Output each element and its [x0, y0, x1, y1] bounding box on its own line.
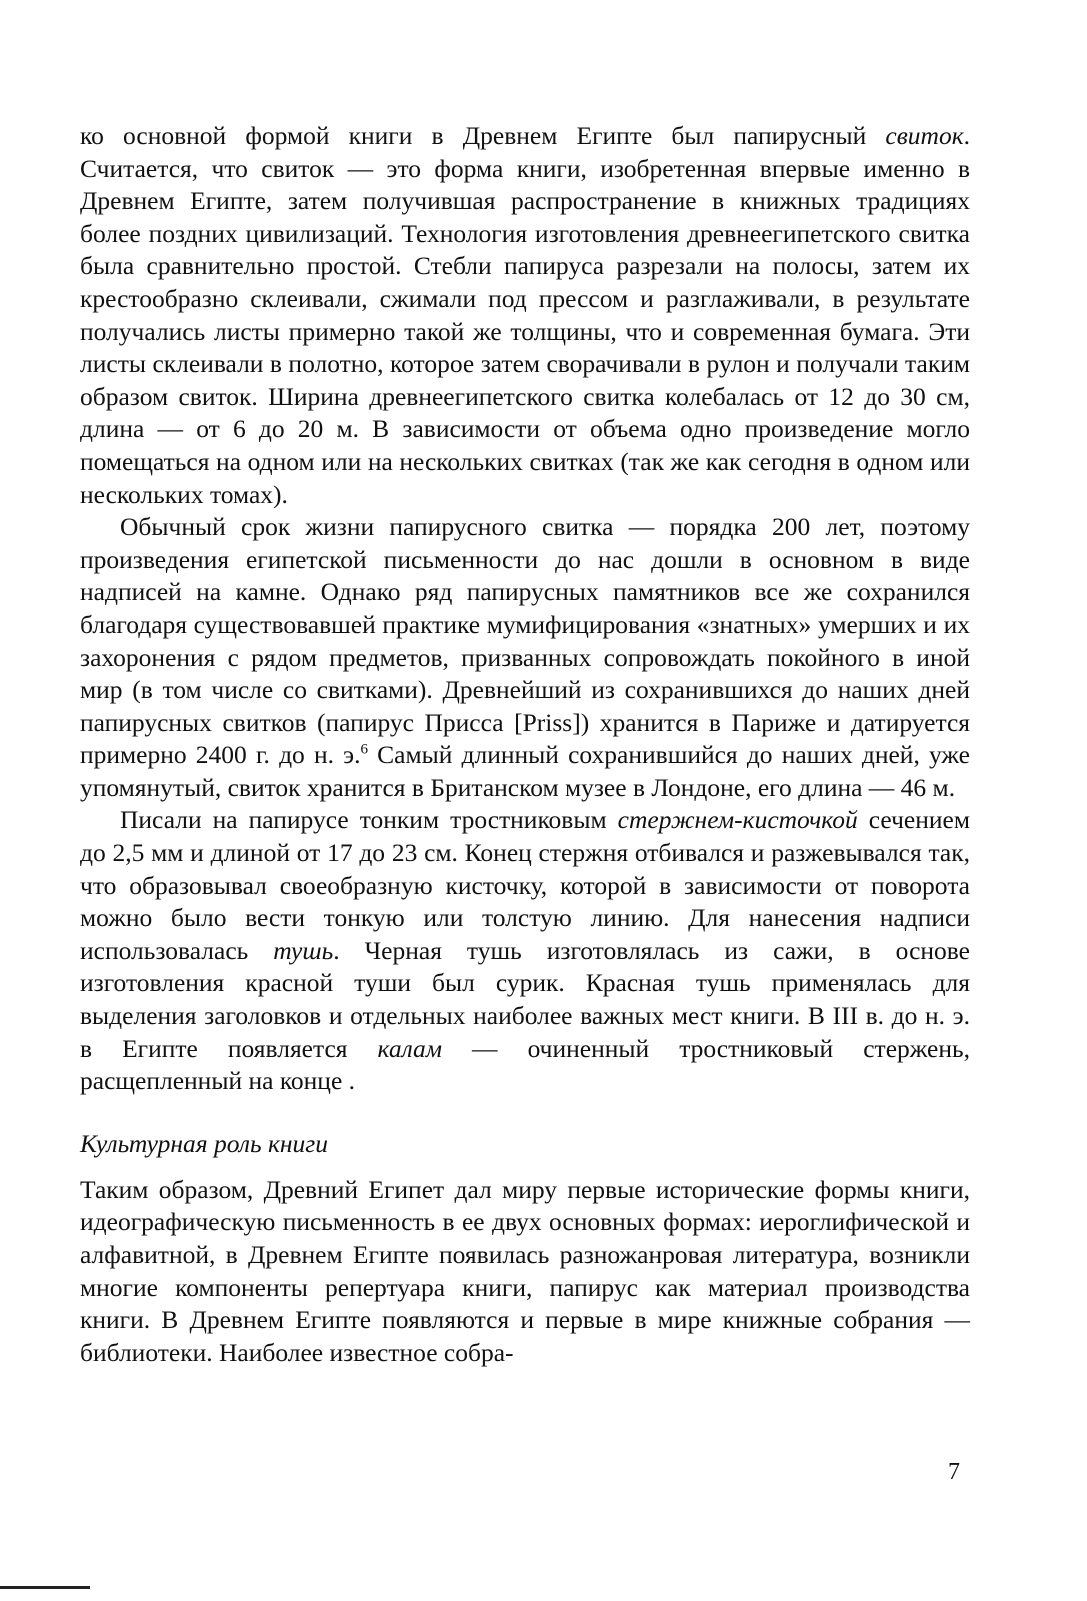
- text-run: ко основной формой книги в Древнем Египте был папирусный: [80, 121, 886, 150]
- paragraph-writing-tools: [80, 804, 970, 1097]
- page-number: 7: [948, 1459, 960, 1485]
- section-heading: Культурная роль книги: [80, 1128, 328, 1158]
- text-run: Обычный срок жизни папирусного свитка — порядка 200 лет, поэтому произведения египетской письменности до нас дошли в основном в виде надписей на камне. Однако ряд папирусных памятников все же сохранился благодаря существовавшей практике мумифицирования «знатных» умерших и их захоронения с рядом предметов, призванных сопровождать покойного в иной мир (в том числе со свитками). Древнейший из сохранившихся до наших дней папирусных свитков (папирус Присса [Priss]) хранится в Париже и датируется примерно 2400 г. до н. э.: [80, 512, 970, 770]
- paragraph-papyrus-lifespan: [80, 511, 970, 804]
- text-run: . Считается, что свиток — это форма книги, изобретенная впервые именно в Древнем Египте, затем получившая распространение в книжных традициях более поздних цивилизаций. Технология изготовления древнеегипетского свитка была сравнительно простой. Стебли папируса разрезали на полосы, затем их крестообразно склеивали, сжимали под прессом и разглаживали, в результате получались листы примерно такой же толщины, что и современная бумага. Эти листы склеивали в полотно, которое затем сворачивали в рулон и получали таким образом свиток. Ширина древнеегипетского свитка колебалась от 12 до 30 см, длина — от 6 до 20 м. В зависимости от объема одно произведение могло помещаться на одном или на нескольких свитках (так же как сегодня в одном или нескольких томах).: [80, 121, 970, 509]
- text-run: . Черная тушь изготовлялась из сажи, в основе изготовления красной туши был сурик. Красная тушь применялась для выделения заголовков и отдельных наиболее важных мест книги. В III в. до н. э. в Египте появляется: [80, 935, 970, 1063]
- italic-term: свиток: [885, 121, 964, 150]
- paragraph-scroll-technology: [80, 120, 970, 511]
- text-run: сечением до 2,5 мм и длиной от 17 до 23 см. Конец стержня отбивался и разжевывался так, что образовывал своеобразную кисточку, которой в зависимости от поворота можно было вести тонкую или толстую линию. Для нанесения надписи использовалась: [80, 805, 971, 965]
- text-run: Самый длинный сохранившийся до наших дней, уже упомянутый, свиток хранится в Британском музее в Лондоне, его длина — 46 м.: [80, 740, 970, 802]
- body-text: [80, 120, 970, 1369]
- text-run: Писали на папирусе тонким тростниковым: [120, 805, 618, 835]
- text-run: — очиненный тростниковый стержень, расщепленный на конце .: [80, 1033, 971, 1096]
- italic-term: калам: [377, 1033, 443, 1063]
- italic-term: тушь: [273, 935, 334, 965]
- paragraph-cultural-role: Таким образом, Древний Египет дал миру первые исторические формы книги, идеографическую письменность в ее двух основных формах: иероглифической и алфавитной, в Древнем Египте появилась разножанровая литература, возникли многие компоненты репертуара книги, папирус как материал производства книги. В Древнем Египте появляются и первые в мире книжные собрания — библиотеки. Наиболее известное собра-: [80, 1174, 970, 1367]
- footnote-ref: 6: [360, 741, 368, 758]
- scan-edge-mark: [0, 1586, 90, 1589]
- italic-term: стержнем-кисточкой: [617, 805, 858, 835]
